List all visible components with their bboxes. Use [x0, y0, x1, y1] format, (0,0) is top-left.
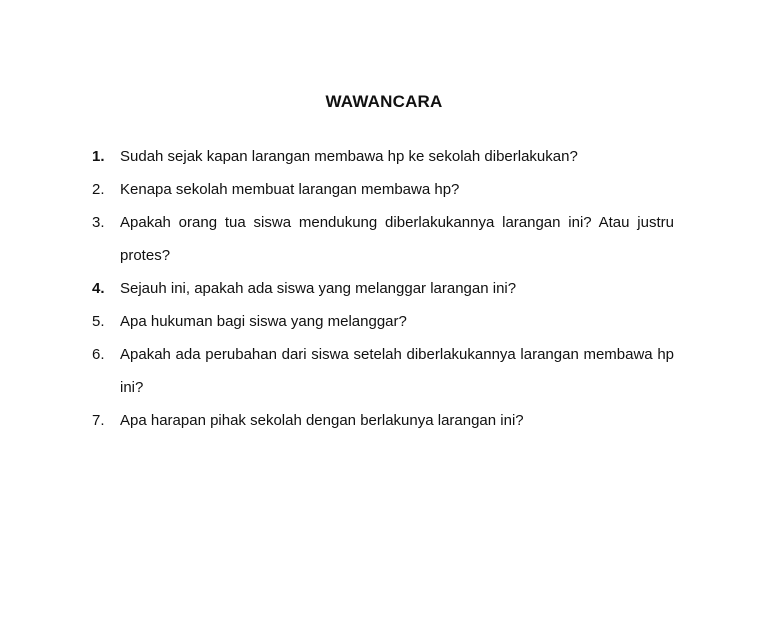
question-text: Sudah sejak kapan larangan membawa hp ke sekolah diberlakukan? — [120, 148, 578, 165]
question-text: Apa harapan pihak sekolah dengan berlakunya larangan ini? — [120, 412, 524, 429]
question-list — [92, 140, 674, 437]
question-number: 3. — [92, 214, 105, 231]
list-item — [92, 338, 674, 404]
question-text: Apakah ada perubahan dari siswa setelah diberlakukannya larangan membawa hp ini? — [120, 346, 674, 396]
question-text: Apakah orang tua siswa mendukung diberlakukannya larangan ini? Atau justru protes? — [120, 214, 674, 264]
page-title: WAWANCARA — [325, 92, 443, 111]
list-item — [92, 173, 674, 206]
question-text: Kenapa sekolah membuat larangan membawa hp? — [120, 181, 460, 198]
question-number: 7. — [92, 412, 105, 429]
list-item — [92, 272, 674, 305]
question-text: Sejauh ini, apakah ada siswa yang melanggar larangan ini? — [120, 280, 517, 297]
list-item — [92, 404, 674, 437]
question-number: 4. — [92, 280, 105, 297]
list-item — [92, 206, 674, 272]
question-number: 2. — [92, 181, 105, 198]
question-number: 5. — [92, 313, 105, 330]
question-number: 6. — [92, 346, 105, 363]
list-item — [92, 140, 674, 173]
question-text: Apa hukuman bagi siswa yang melanggar? — [120, 313, 407, 330]
question-number: 1. — [92, 148, 105, 165]
list-item — [92, 305, 674, 338]
